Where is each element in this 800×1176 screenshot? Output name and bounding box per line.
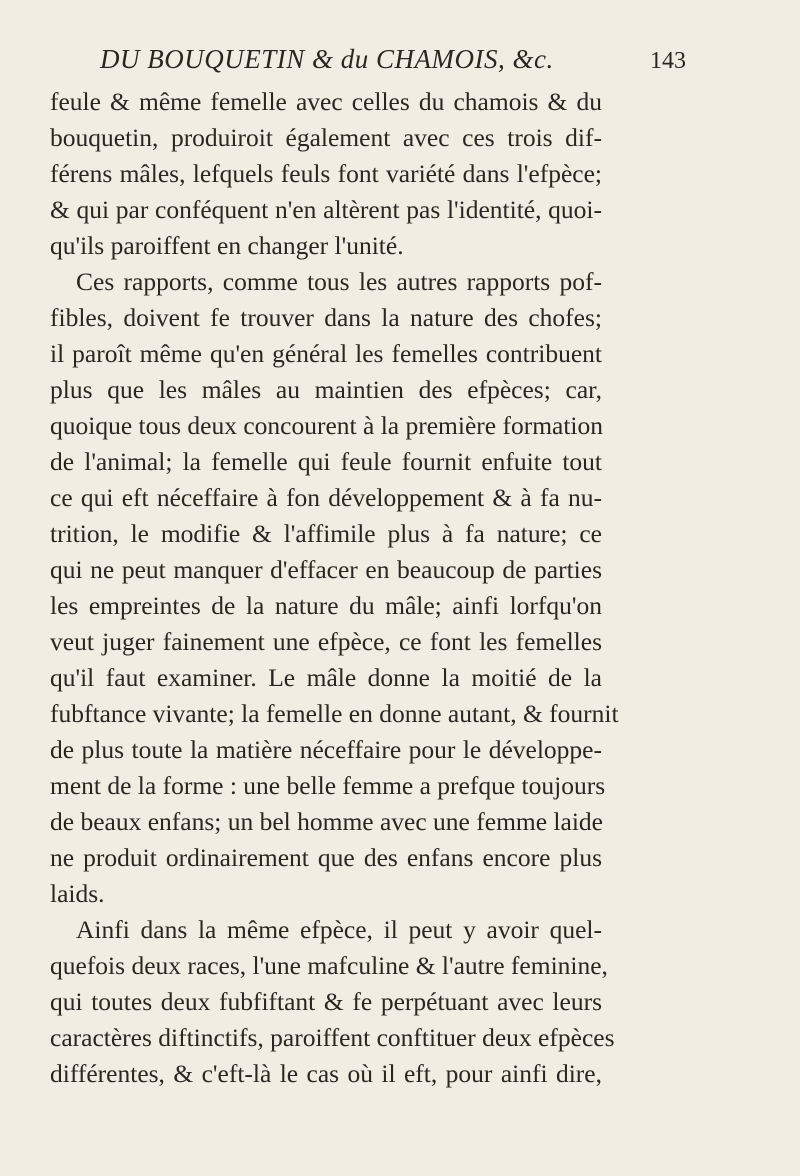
- text-line: qu'ils paroiffent en changer l'unité.: [50, 231, 404, 260]
- text-line: fibles, doivent fe trouver dans la nature des chofes;: [50, 303, 602, 332]
- text-line: les empreintes de la nature du mâle; ainfi lorfqu'on: [50, 591, 602, 620]
- text-line: de beaux enfans; un bel homme avec une femme laide: [50, 807, 603, 836]
- running-head: DU BOUQUETIN & du CHAMOIS, &c.: [100, 44, 554, 74]
- text-line: il paroît même qu'en général les femelles contribuent: [50, 339, 602, 368]
- text-line: ce qui eft néceffaire à fon développement & à fa nu-: [50, 483, 602, 512]
- text-line: fubftance vivante; la femelle en donne autant, & fournit: [50, 699, 619, 728]
- text-line: de l'animal; la femelle qui feule fournit enfuite tout: [50, 447, 602, 476]
- text-line: bouquetin, produiroit également avec ces trois dif-: [50, 123, 602, 152]
- text-line: plus que les mâles au maintien des efpèces; car,: [50, 375, 602, 404]
- text-line: ment de la forme : une belle femme a prefque toujours: [50, 771, 606, 800]
- text-line: férens mâles, lefquels feuls font variété dans l'efpèce;: [50, 159, 602, 188]
- text-line: Ainfi dans la même efpèce, il peut y avoir quel-: [76, 915, 602, 944]
- text-line: Ces rapports, comme tous les autres rapports pof-: [76, 267, 602, 296]
- text-line: qu'il faut examiner. Le mâle donne la moitié de la: [50, 663, 602, 692]
- text-line: trition, le modifie & l'affimile plus à fa nature; ce: [50, 519, 602, 548]
- text-line: veut juger fainement une efpèce, ce font les femelles: [50, 627, 602, 656]
- text-line: quefois deux races, l'une mafculine & l'autre feminine,: [50, 951, 608, 980]
- text-line: qui toutes deux fubfiftant & fe perpétuant avec leurs: [50, 987, 602, 1016]
- text-line: ne produit ordinairement que des enfans encore plus: [50, 843, 602, 872]
- text-line: & qui par conféquent n'en altèrent pas l'identité, quoi-: [50, 195, 602, 224]
- text-line: caractères diftinctifs, paroiffent conftituer deux efpèces: [50, 1023, 615, 1052]
- text-line: feule & même femelle avec celles du chamois & du: [50, 87, 602, 116]
- text-line: différentes, & c'eft-là le cas où il eft, pour ainfi dire,: [50, 1059, 602, 1088]
- text-line: de plus toute la matière néceffaire pour le développe-: [50, 735, 602, 764]
- page-number: 143: [650, 48, 686, 74]
- text-line: qui ne peut manquer d'effacer en beaucoup de parties: [50, 555, 602, 584]
- text-line: laids.: [50, 879, 105, 908]
- text-line: quoique tous deux concourent à la première formation: [50, 411, 604, 440]
